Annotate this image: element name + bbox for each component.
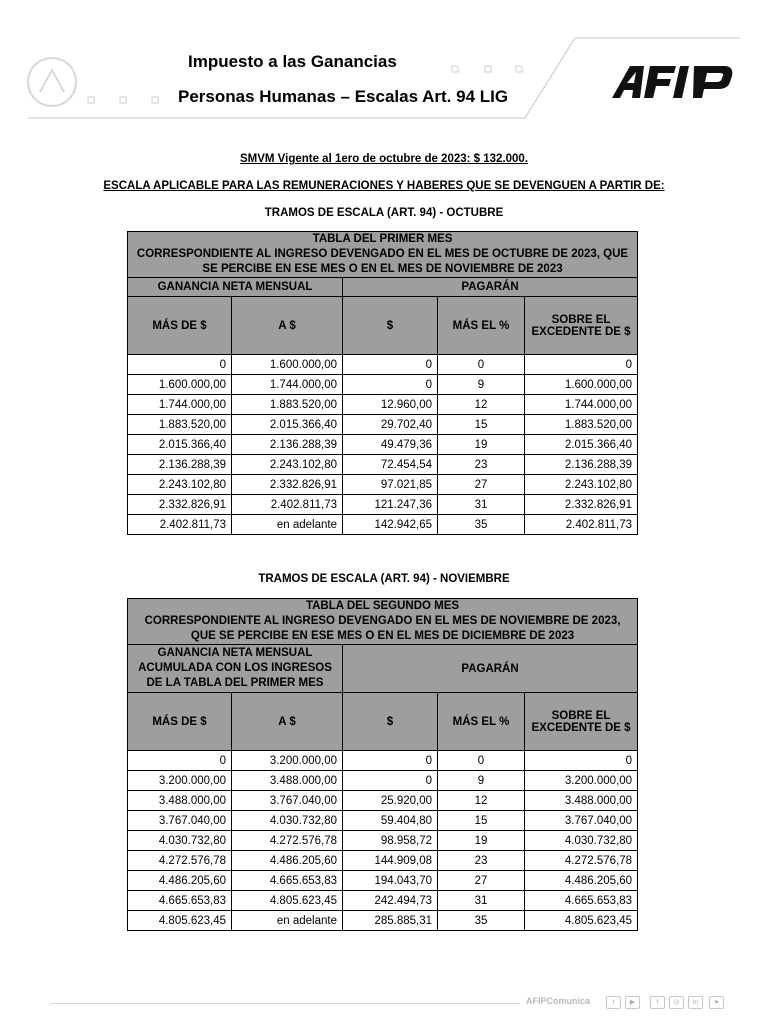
nov-cell-fijo: 0 [343,751,438,771]
table-row [128,831,638,851]
oct-cell-mas-de: 2.402.811,73 [128,515,232,535]
nov-cell-a: en adelante [232,911,343,931]
nov-cell-a: 4.665.653,83 [232,871,343,891]
nov-cell-excedente: 3.200.000,00 [525,771,638,791]
nov-col-fijo: $ [343,693,438,751]
nov-cell-excedente: 3.488.000,00 [525,791,638,811]
oct-title-line2: CORRESPONDIENTE AL INGRESO DEVENGADO EN EL MES DE OCTUBRE DE 2023, QUE SE PERCIBE EN ESE MES O EN EL MES DE NOVIEMBRE DE 2023 [136,248,629,275]
oct-cell-a: 2.332.826,91 [232,475,343,495]
oct-cell-fijo: 0 [343,355,438,375]
nov-cell-mas-de: 3.767.040,00 [128,811,232,831]
oct-cell-excedente: 0 [525,355,638,375]
table-row [128,355,638,375]
oct-cell-fijo: 72.454,54 [343,455,438,475]
page-footer [0,990,768,1020]
table-row [128,771,638,791]
oct-cell-mas-de: 1.600.000,00 [128,375,232,395]
oct-cell-mas-de: 2.243.102,80 [128,475,232,495]
nov-cell-mas-el-pct: 35 [438,911,525,931]
nov-cell-excedente: 3.767.040,00 [525,811,638,831]
nov-cell-mas-el-pct: 9 [438,771,525,791]
nov-cell-excedente: 4.272.576,78 [525,851,638,871]
oct-cell-a: 2.136.288,39 [232,435,343,455]
oct-cell-mas-el-pct: 15 [438,415,525,435]
table-row [128,375,638,395]
oct-cell-mas-el-pct: 9 [438,375,525,395]
oct-table-title [128,232,638,278]
oct-cell-mas-el-pct: 19 [438,435,525,455]
nov-title-line2: CORRESPONDIENTE AL INGRESO DEVENGADO EN EL MES DE NOVIEMBRE DE 2023, QUE SE PERCIBE EN ESE MES O EN EL MES DE DICIEMBRE DE 2023 [144,615,621,642]
oct-cell-a: 2.402.811,73 [232,495,343,515]
oct-cell-fijo: 0 [343,375,438,395]
instagram-icon[interactable]: ◎ [669,996,684,1009]
table-row [128,475,638,495]
oct-col-excedente: SOBRE EL EXCEDENTE DE $ [525,297,638,355]
oct-cell-excedente: 1.883.520,00 [525,415,638,435]
nov-cell-a: 4.805.623,45 [232,891,343,911]
table-row [128,911,638,931]
nov-cell-a: 4.272.576,78 [232,831,343,851]
nov-cell-excedente: 4.665.653,83 [525,891,638,911]
linkedin-icon[interactable]: in [688,996,703,1009]
nov-cell-a: 3.767.040,00 [232,791,343,811]
oct-cell-a: en adelante [232,515,343,535]
oct-cell-excedente: 2.243.102,80 [525,475,638,495]
oct-cell-mas-el-pct: 35 [438,515,525,535]
oct-title-line1: TABLA DEL PRIMER MES [312,233,453,245]
nov-cell-mas-de: 0 [128,751,232,771]
nov-cell-a: 3.488.000,00 [232,771,343,791]
nov-group-ganancia: GANANCIA NETA MENSUAL ACUMULADA CON LOS INGRESOS DE LA TABLA DEL PRIMER MES [128,645,343,693]
nov-col-mas-de: MÁS DE $ [128,693,232,751]
oct-cell-mas-de: 1.744.000,00 [128,395,232,415]
oct-scale-table [127,231,638,535]
table-row [128,751,638,771]
oct-col-mas-el-pct: MÁS EL % [438,297,525,355]
oct-group-ganancia: GANANCIA NETA MENSUAL [128,278,343,297]
oct-cell-a: 2.015.366,40 [232,415,343,435]
oct-cell-mas-de: 1.883.520,00 [128,415,232,435]
oct-cell-a: 1.883.520,00 [232,395,343,415]
nov-cell-mas-de: 4.805.623,45 [128,911,232,931]
nov-cell-mas-el-pct: 15 [438,811,525,831]
nov-table-title [128,599,638,645]
nov-cell-mas-de: 4.486.205,60 [128,871,232,891]
oct-cell-excedente: 1.744.000,00 [525,395,638,415]
nov-cell-mas-de: 3.200.000,00 [128,771,232,791]
oct-cell-fijo: 12.960,00 [343,395,438,415]
table-row [128,415,638,435]
nov-cell-mas-el-pct: 31 [438,891,525,911]
nov-cell-fijo: 285.885,31 [343,911,438,931]
nov-cell-fijo: 242.494,73 [343,891,438,911]
nov-cell-a: 4.030.732,80 [232,811,343,831]
oct-cell-mas-el-pct: 0 [438,355,525,375]
oct-group-pagaran: PAGARÁN [343,278,638,297]
nov-cell-fijo: 25.920,00 [343,791,438,811]
table-row [128,871,638,891]
escala-note: ESCALA APLICABLE PARA LAS REMUNERACIONES Y HABERES QUE SE DEVENGUEN A PARTIR DE: [103,180,665,192]
nov-cell-a: 3.200.000,00 [232,751,343,771]
oct-cell-fijo: 49.479,36 [343,435,438,455]
nov-rows [128,751,638,931]
footer-divider [50,1003,520,1004]
nov-group-pagaran: PAGARÁN [343,645,638,693]
nov-cell-fijo: 59.404,80 [343,811,438,831]
nov-cell-mas-el-pct: 19 [438,831,525,851]
oct-cell-a: 1.744.000,00 [232,375,343,395]
oct-col-a: A $ [232,297,343,355]
nov-col-a: A $ [232,693,343,751]
smvm-note: SMVM Vigente al 1ero de octubre de 2023: $ 132.000. [239,153,529,165]
footer-brand: AFIPComunica [526,996,591,1006]
nov-cell-mas-el-pct: 0 [438,751,525,771]
nov-cell-fijo: 98.958,72 [343,831,438,851]
oct-cell-excedente: 2.136.288,39 [525,455,638,475]
oct-cell-mas-de: 2.136.288,39 [128,455,232,475]
telegram-icon[interactable]: ➤ [709,996,724,1009]
nov-cell-excedente: 0 [525,751,638,771]
nov-cell-excedente: 4.486.205,60 [525,871,638,891]
nov-scale-table [127,598,638,931]
nov-cell-fijo: 144.909,08 [343,851,438,871]
oct-cell-mas-el-pct: 12 [438,395,525,415]
document-title: Impuesto a las Ganancias [188,52,397,71]
oct-cell-mas-el-pct: 31 [438,495,525,515]
oct-cell-a: 2.243.102,80 [232,455,343,475]
document-subtitle: Personas Humanas – Escalas Art. 94 LIG [178,87,509,106]
oct-cell-excedente: 2.402.811,73 [525,515,638,535]
table-row [128,791,638,811]
nov-title-line1: TABLA DEL SEGUNDO MES [305,600,460,612]
nov-cell-mas-de: 4.030.732,80 [128,831,232,851]
oct-cell-excedente: 2.015.366,40 [525,435,638,455]
oct-heading: TRAMOS DE ESCALA (ART. 94) - OCTUBRE [264,207,504,219]
table-row [128,435,638,455]
youtube-icon[interactable]: ▶ [625,996,640,1009]
nov-col-mas-el-pct: MÁS EL % [438,693,525,751]
oct-cell-excedente: 1.600.000,00 [525,375,638,395]
page-header [0,0,768,130]
oct-cell-a: 1.600.000,00 [232,355,343,375]
nov-cell-mas-de: 3.488.000,00 [128,791,232,811]
table-row [128,811,638,831]
table-row [128,455,638,475]
table-row [128,515,638,535]
oct-col-mas-de: MÁS DE $ [128,297,232,355]
nov-col-excedente: SOBRE EL EXCEDENTE DE $ [525,693,638,751]
oct-cell-fijo: 97.021,85 [343,475,438,495]
oct-cell-mas-el-pct: 27 [438,475,525,495]
nov-cell-mas-el-pct: 12 [438,791,525,811]
table-row [128,891,638,911]
nov-heading: TRAMOS DE ESCALA (ART. 94) - NOVIEMBRE [258,573,510,585]
table-row [128,851,638,871]
oct-col-fijo: $ [343,297,438,355]
twitter-icon[interactable]: t [606,996,621,1009]
nov-cell-excedente: 4.805.623,45 [525,911,638,931]
oct-cell-mas-de: 2.015.366,40 [128,435,232,455]
oct-cell-fijo: 121.247,36 [343,495,438,515]
table-row [128,495,638,515]
nov-cell-mas-de: 4.665.653,83 [128,891,232,911]
oct-cell-mas-de: 0 [128,355,232,375]
afip-logo [610,62,738,102]
nov-cell-mas-el-pct: 23 [438,851,525,871]
oct-cell-mas-de: 2.332.826,91 [128,495,232,515]
oct-cell-fijo: 142.942,65 [343,515,438,535]
oct-cell-mas-el-pct: 23 [438,455,525,475]
nov-cell-mas-de: 4.272.576,78 [128,851,232,871]
table-row [128,395,638,415]
facebook-icon[interactable]: f [650,996,665,1009]
nov-cell-excedente: 4.030.732,80 [525,831,638,851]
nov-cell-a: 4.486.205,60 [232,851,343,871]
nov-cell-mas-el-pct: 27 [438,871,525,891]
nov-cell-fijo: 0 [343,771,438,791]
oct-rows [128,355,638,535]
oct-cell-excedente: 2.332.826,91 [525,495,638,515]
oct-cell-fijo: 29.702,40 [343,415,438,435]
nov-cell-fijo: 194.043,70 [343,871,438,891]
